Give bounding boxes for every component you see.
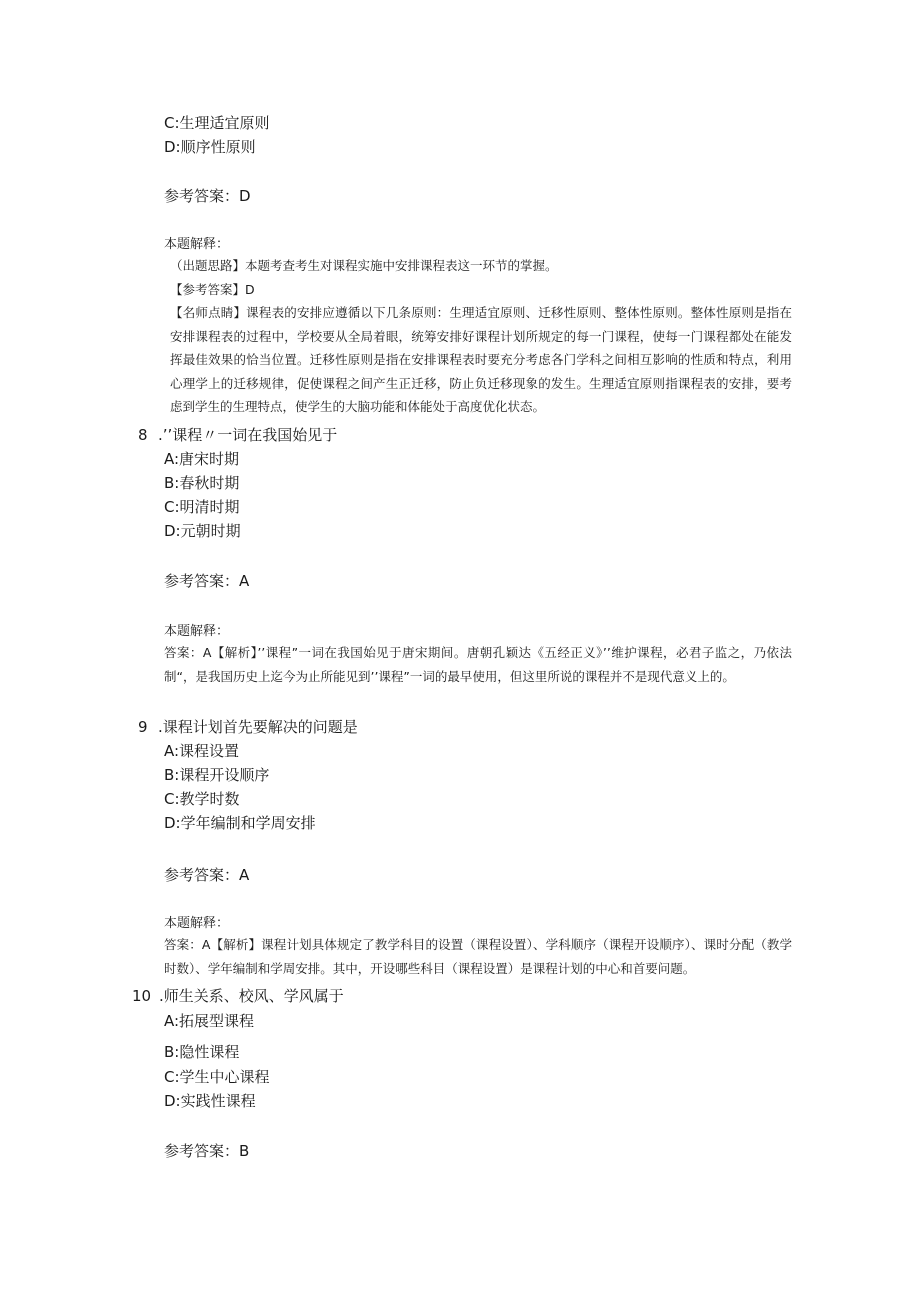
q9-explanation-title: 本题解释： [164,916,230,931]
q7-explanation-line: 【参考答案】D [170,281,255,297]
q10-option-c: C:学生中心课程 [164,1068,270,1086]
q7-option-c: C:生理适宜原则 [164,114,270,132]
q9-question [138,716,358,737]
q10-question [132,985,344,1006]
q9-number: 9 [138,718,148,736]
q7-explanation [164,254,792,419]
q7-explanation-line: 【名师点睛】课程表的安排应遵循以下几条原则：生理适宜原则、迁移性原则、整体性原则。整体性原则是指在安排课程表的过程中，学校要从全局着眼，统筹安排好课程计划所规定的每一门课程，使每一门课程都处在能发挥最佳效果的恰当位置。迁移性原则是指在安排课程表时要充分考虑各门学科之间相互影响的性质和特点，利用心理学上的迁移规律，促使课程之间产生正迁移，防止负迁移现象的发生。生理适宜原则指课程表的安排，要考虑到学生的生理特点，使学生的大脑功能和体能处于高度优化状态。 [170,305,792,414]
q10-answer: 参考答案：B [164,1142,250,1160]
q9-option-b: B:课程开设顺序 [164,766,270,784]
q9-option-d: D:学年编制和学周安排 [164,814,316,832]
q9-option-a: A:课程设置 [164,742,240,760]
q9-explanation: 答案：A【解析】课程计划具体规定了教学科目的设置（课程设置）、学科顺序（课程开设顺序）、课时分配（教学时数）、学年编制和学周安排。其中，开设哪些科目（课程设置）是课程计划的中心和首要问题。 [164,937,792,976]
q7-explanation-title: 本题解释： [164,237,230,252]
q7-explanation-line: （出题思路】本题考查考生对课程实施中安排课程表这一环节的掌握。 [170,258,558,273]
q9-option-c: C:教学时数 [164,790,240,808]
q8-explanation-title: 本题解释： [164,624,230,639]
q10-stem: .师生关系、校风、学风属于 [159,987,344,1005]
q9-stem: .课程计划首先要解决的问题是 [158,718,358,736]
q8-option-d: D:元朝时期 [164,522,241,540]
q8-explanation: 答案：A【解析】’’课程”一词在我国始见于唐宋期间。唐朝孔颖达《五经正义》’’维护课程，必君子监之，乃依法制“，是我国历史上迄今为止所能见到’’课程”一词的最早使用，但这里所说的课程并不是现代意义上的。 [164,645,792,684]
q8-option-b: B:春秋时期 [164,474,240,492]
q10-option-a: A:拓展型课程 [164,1012,255,1030]
q8-question [138,424,337,445]
q8-option-c: C:明清时期 [164,498,240,516]
q10-number: 10 [132,987,152,1005]
q7-answer: 参考答案：D [164,187,251,205]
q10-option-b: B:隐性课程 [164,1043,240,1061]
q10-option-d: D:实践性课程 [164,1092,256,1110]
q9-answer: 参考答案：A [164,866,250,884]
q8-answer: 参考答案：A [164,572,250,590]
q8-stem: .’’课程〃一词在我国始见于 [158,426,338,444]
q7-option-d: D:顺序性原则 [164,138,256,156]
q8-number: 8 [138,426,148,444]
q8-option-a: A:唐宋时期 [164,450,240,468]
